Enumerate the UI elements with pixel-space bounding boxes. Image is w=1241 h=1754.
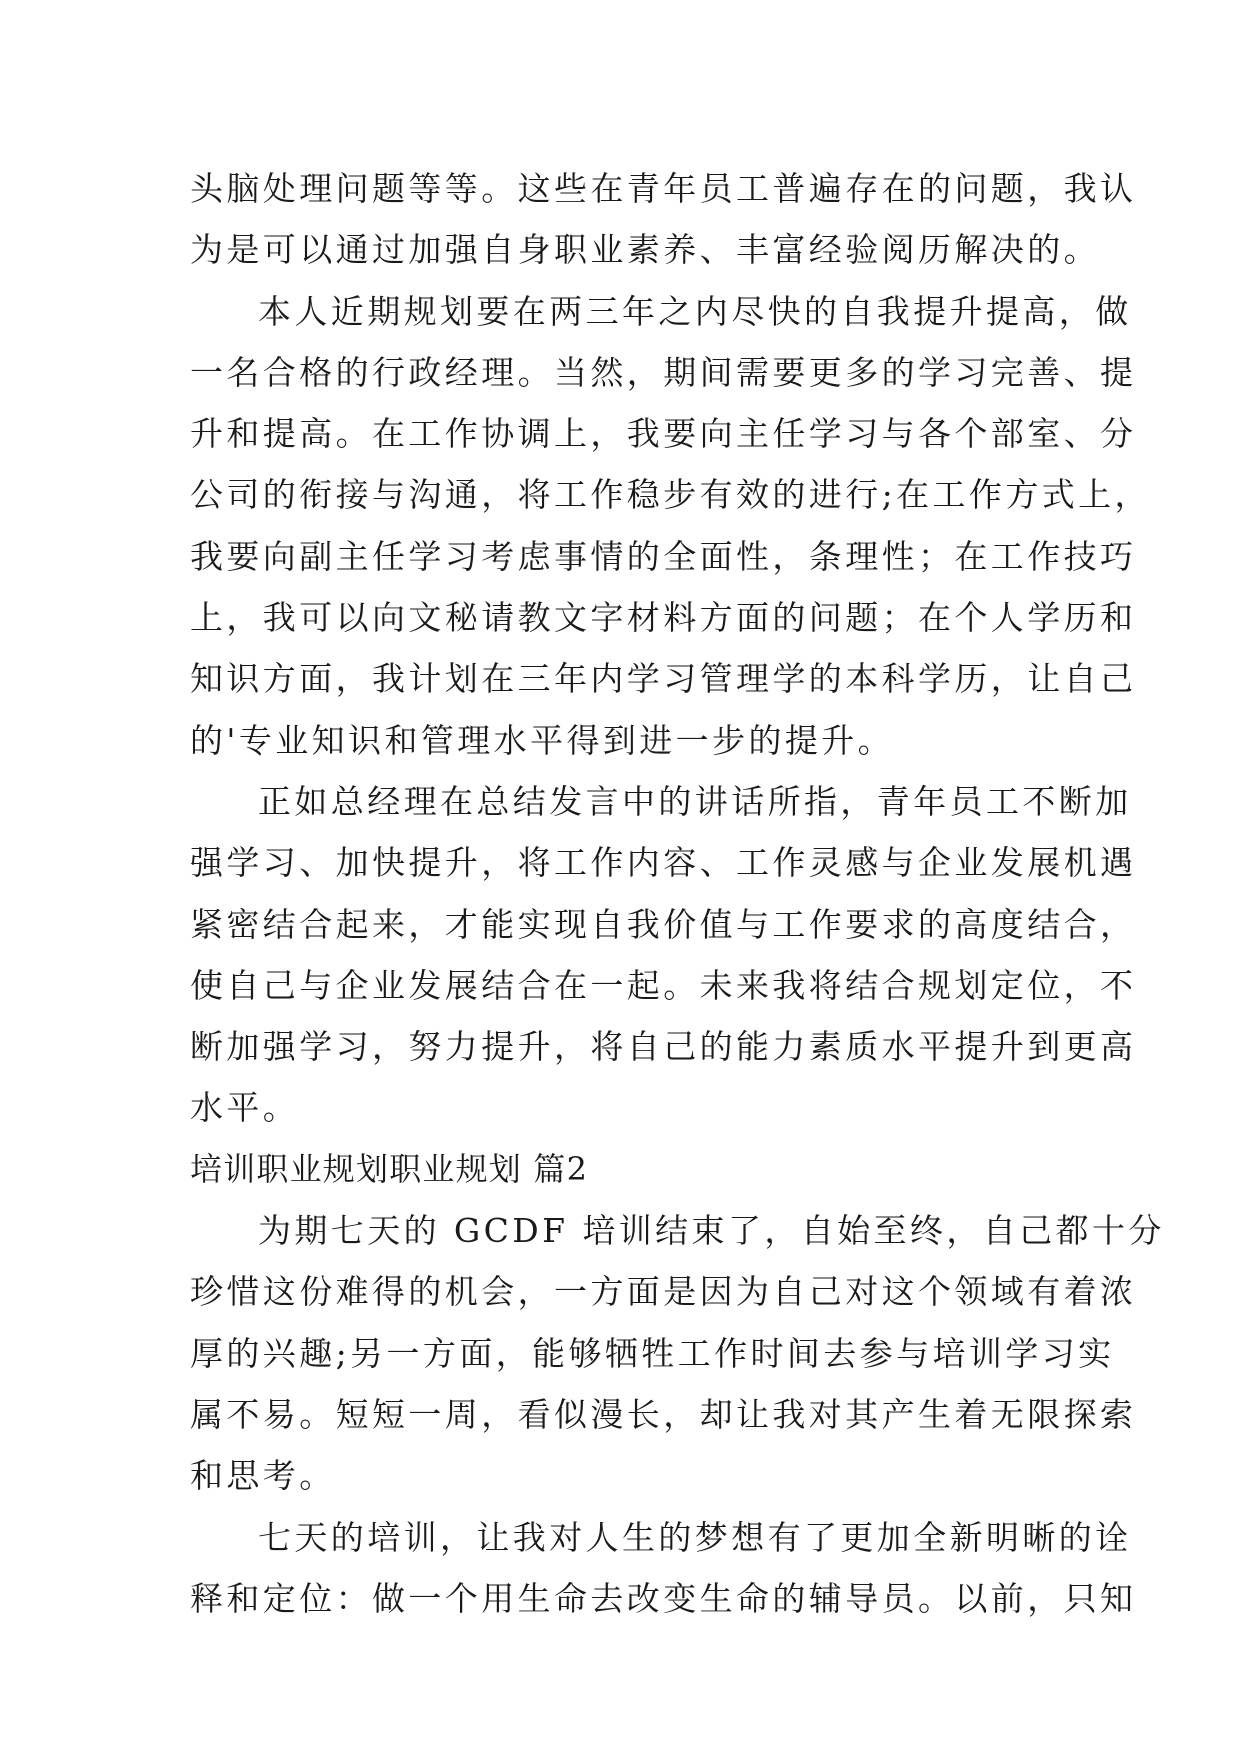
document-body	[190, 158, 1165, 1629]
section-heading: 培训职业规划职业规划 篇2	[190, 1149, 589, 1188]
text-line: 上，我可以向文秘请教文字材料方面的问题；在个人学历和	[190, 598, 1137, 638]
text-line: 水平。	[190, 1088, 300, 1128]
text-line: 本人近期规划要在两三年之内尽快的自我提升提高，做	[258, 291, 1132, 331]
text-line: 知识方面，我计划在三年内学习管理学的本科学历，让自己	[190, 659, 1137, 699]
paragraph-training	[190, 1200, 1165, 1506]
paragraph-conclusion	[190, 771, 1137, 1139]
text-line: 厚的兴趣;另一方面，能够牺牲工作时间去参与培训学习实	[190, 1333, 1115, 1373]
text-line: 属不易。短短一周，看似漫长，却让我对其产生着无限探索	[190, 1394, 1137, 1434]
paragraph-dream	[190, 1507, 1137, 1630]
text-line: 断加强学习，努力提升，将自己的能力素质水平提升到更高	[190, 1027, 1137, 1067]
text-line: 七天的培训，让我对人生的梦想有了更加全新明晰的诠	[258, 1517, 1132, 1557]
text-line: 强学习、加快提升，将工作内容、工作灵感与企业发展机遇	[190, 843, 1137, 883]
text-line: 为是可以通过加强自身职业素养、丰富经验阅历解决的。	[190, 230, 1100, 270]
paragraph-plan	[190, 281, 1151, 771]
text-line: 为期七天的 GCDF 培训结束了，自始至终，自己都十分	[258, 1211, 1165, 1251]
text-line: 和思考。	[190, 1456, 336, 1496]
text-line: 释和定位：做一个用生命去改变生命的辅导员。以前，只知	[190, 1578, 1137, 1618]
text-line: 我要向副主任学习考虑事情的全面性，条理性；在工作技巧	[190, 536, 1137, 576]
text-line: 使自己与企业发展结合在一起。未来我将结合规划定位，不	[190, 965, 1137, 1005]
paragraph-continued	[190, 158, 1137, 281]
text-line: 珍惜这份难得的机会，一方面是因为自己对这个领域有着浓	[190, 1272, 1137, 1312]
text-line: 升和提高。在工作协调上，我要向主任学习与各个部室、分	[190, 414, 1137, 454]
text-line: 的'专业知识和管理水平得到进一步的提升。	[190, 720, 895, 760]
text-line: 一名合格的行政经理。当然，期间需要更多的学习完善、提	[190, 352, 1137, 392]
text-line: 公司的衔接与沟通，将工作稳步有效的进行;在工作方式上，	[190, 475, 1151, 515]
text-line: 头脑处理问题等等。这些在青年员工普遍存在的问题，我认	[190, 169, 1137, 208]
text-line: 紧密结合起来，才能实现自我价值与工作要求的高度结合，	[190, 904, 1137, 944]
text-line: 正如总经理在总结发言中的讲话所指，青年员工不断加	[258, 781, 1132, 821]
